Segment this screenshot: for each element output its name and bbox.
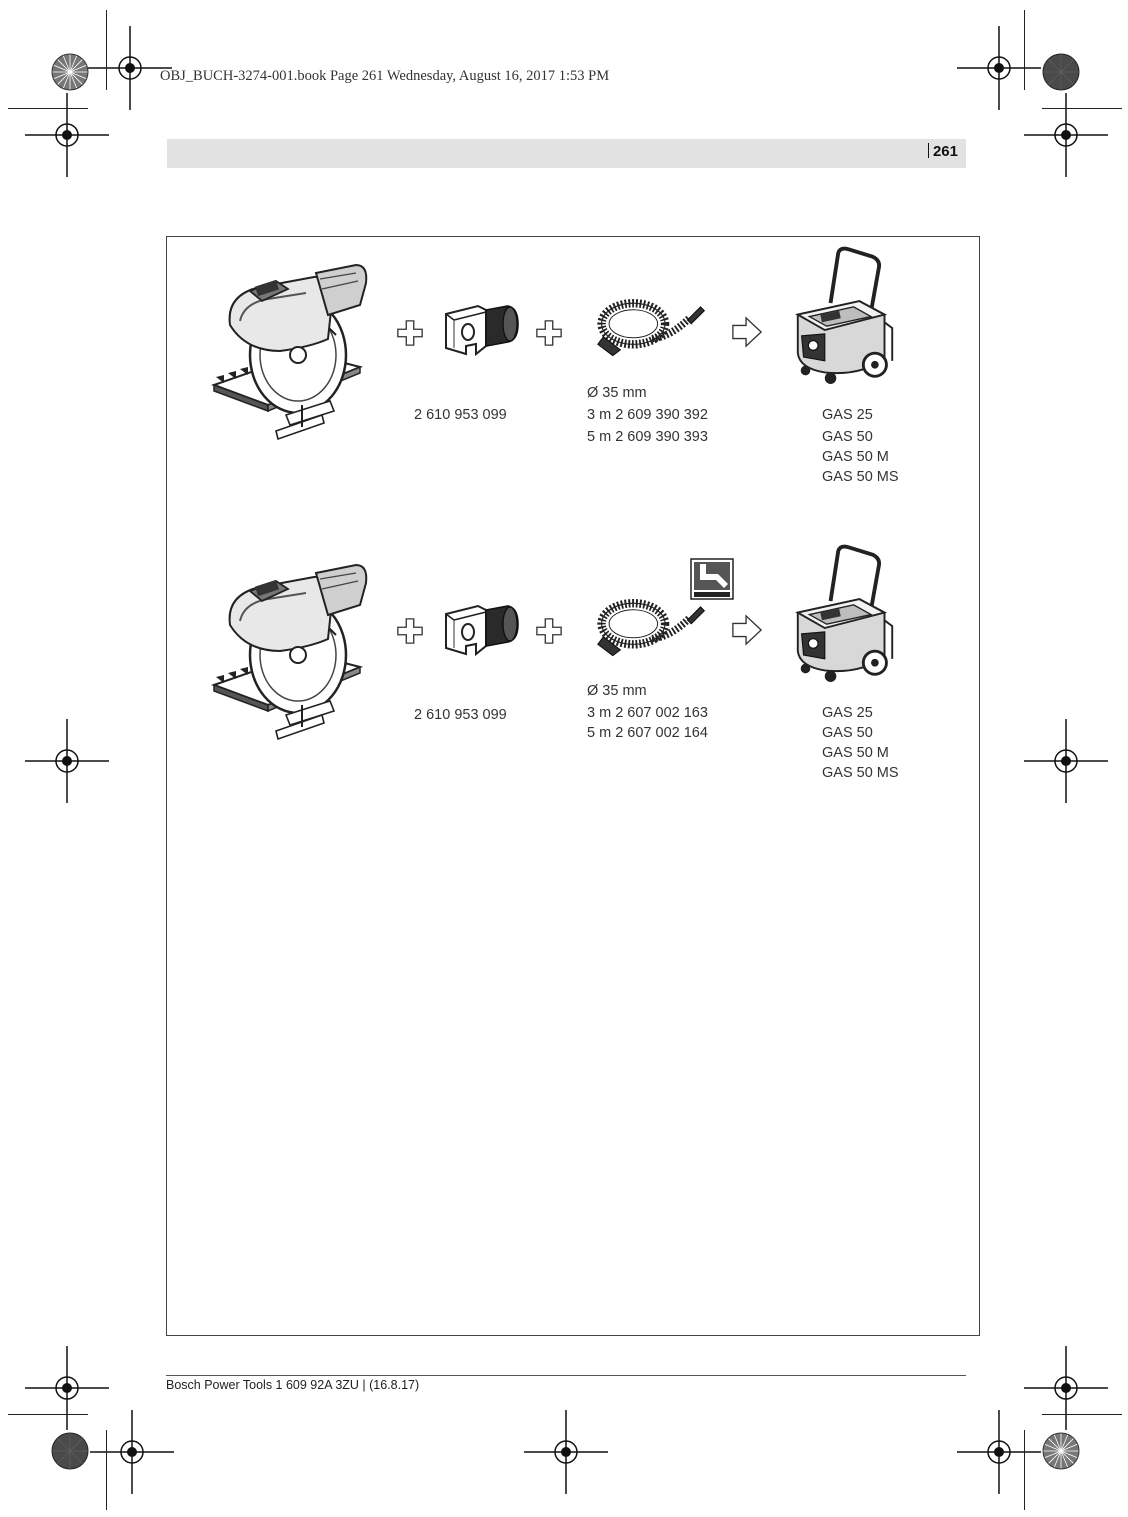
suction-hose-icon <box>596 290 708 365</box>
registration-mark-icon <box>954 1407 1044 1497</box>
registration-mark-icon <box>1021 90 1111 180</box>
color-calibration-icon <box>50 52 90 92</box>
plus-icon <box>535 617 563 645</box>
crop-line <box>8 108 88 109</box>
crop-line <box>106 1430 107 1510</box>
adapter-part-number: 2 610 953 099 <box>414 407 507 423</box>
registration-mark-icon <box>87 1407 177 1497</box>
plus-icon <box>396 617 424 645</box>
page-footer: Bosch Power Tools 1 609 92A 3ZU | (16.8.17) <box>166 1378 420 1392</box>
hose-diameter: Ø 35 mm <box>587 385 647 401</box>
arrow-right-icon <box>731 316 763 348</box>
circular-saw-icon <box>210 555 370 745</box>
hose-5m-part: 5 m 2 607 002 164 <box>587 725 708 741</box>
vacuum-model: GAS 50 MS <box>822 765 899 781</box>
footer-rule <box>166 1375 966 1376</box>
crop-line <box>1042 108 1122 109</box>
page-header-bar <box>167 139 966 168</box>
page-number: 261 <box>928 143 958 160</box>
hose-3m-part: 3 m 2 607 002 163 <box>587 705 708 721</box>
vacuum-model: GAS 50 M <box>822 449 889 465</box>
color-calibration-icon <box>1041 1431 1081 1471</box>
plus-icon <box>535 319 563 347</box>
extraction-adapter-icon <box>440 600 520 660</box>
crop-line <box>1042 1414 1122 1415</box>
color-calibration-icon <box>50 1431 90 1471</box>
adapter-part-number: 2 610 953 099 <box>414 707 507 723</box>
crop-line <box>1024 1430 1025 1510</box>
crop-line <box>106 10 107 90</box>
hose-diameter: Ø 35 mm <box>587 683 647 699</box>
registration-mark-icon <box>22 90 112 180</box>
extraction-adapter-icon <box>440 300 520 360</box>
vacuum-model: GAS 50 <box>822 429 873 445</box>
color-calibration-icon <box>1041 52 1081 92</box>
circular-saw-icon <box>210 255 370 445</box>
hose-3m-part: 3 m 2 609 390 392 <box>587 407 708 423</box>
dust-extractor-icon <box>792 543 898 688</box>
crop-line <box>1024 10 1025 90</box>
vacuum-model: GAS 25 <box>822 407 873 423</box>
hose-5m-part: 5 m 2 609 390 393 <box>587 429 708 445</box>
dust-extractor-icon <box>792 245 898 390</box>
suction-hose-icon <box>596 590 708 665</box>
vacuum-model: GAS 50 M <box>822 745 889 761</box>
print-header: OBJ_BUCH-3274-001.book Page 261 Wednesday, August 16, 2017 1:53 PM <box>160 68 610 84</box>
registration-mark-icon <box>521 1407 611 1497</box>
vacuum-model: GAS 50 <box>822 725 873 741</box>
arrow-right-icon <box>731 614 763 646</box>
vacuum-model: GAS 25 <box>822 705 873 721</box>
vacuum-model: GAS 50 MS <box>822 469 899 485</box>
registration-mark-icon <box>1021 716 1111 806</box>
antistatic-badge-icon <box>690 558 734 600</box>
crop-line <box>8 1414 88 1415</box>
plus-icon <box>396 319 424 347</box>
registration-mark-icon <box>22 716 112 806</box>
